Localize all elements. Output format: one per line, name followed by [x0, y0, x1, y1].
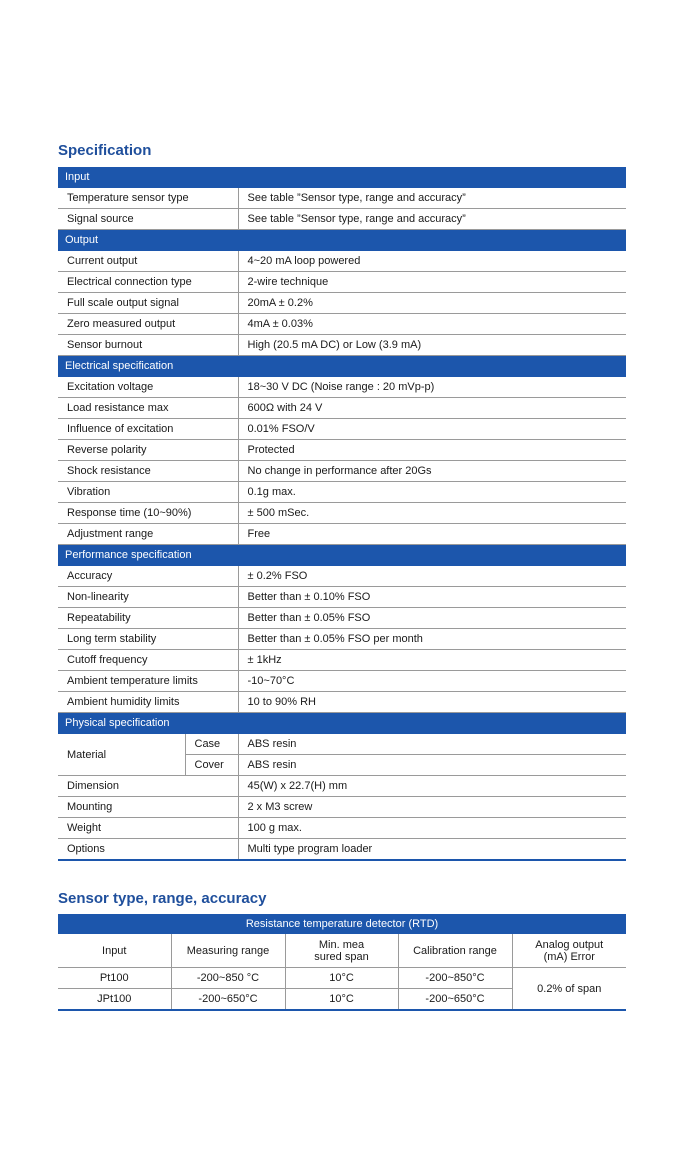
material-sub-label: Case [185, 734, 238, 755]
table-row [58, 692, 626, 713]
row-label: Dimension [58, 776, 238, 797]
row-value: 100 g max. [238, 818, 626, 839]
table-row [58, 503, 626, 524]
row-label: Influence of excitation [58, 419, 238, 440]
table-row [58, 377, 626, 398]
table-row [58, 566, 626, 587]
table-row [58, 209, 626, 230]
section-header-performance [58, 545, 626, 566]
cell-measuring-range: -200~850 °C [171, 968, 285, 989]
row-label: Signal source [58, 209, 238, 230]
row-value: 10 to 90% RH [238, 692, 626, 713]
row-label: Current output [58, 251, 238, 272]
column-header: Input [58, 934, 171, 968]
row-value: 20mA ± 0.2% [238, 293, 626, 314]
column-header: Measuring range [171, 934, 285, 968]
row-value: ABS resin [238, 755, 626, 776]
table-row [58, 440, 626, 461]
table-row [58, 968, 626, 989]
row-label: Options [58, 839, 238, 861]
row-value: 2 x M3 screw [238, 797, 626, 818]
specification-title: Specification [58, 142, 152, 159]
row-label: Mounting [58, 797, 238, 818]
section-label: Electrical specification [58, 356, 626, 377]
row-label: Adjustment range [58, 524, 238, 545]
cell-min-span: 10°C [285, 989, 398, 1011]
row-label: Response time (10~90%) [58, 503, 238, 524]
sensor-table-title: Sensor type, range, accuracy [58, 890, 267, 907]
column-header: Analog output (mA) Error [512, 934, 626, 968]
row-value: 600Ω with 24 V [238, 398, 626, 419]
column-header: Calibration range [398, 934, 512, 968]
table-row [58, 482, 626, 503]
row-value: 2-wire technique [238, 272, 626, 293]
row-value: See table ”Sensor type, range and accuracy” [238, 209, 626, 230]
row-label: Full scale output signal [58, 293, 238, 314]
cell-calibration-range: -200~850°C [398, 968, 512, 989]
cell-input: Pt100 [58, 968, 171, 989]
table-row [58, 272, 626, 293]
row-label: Non-linearity [58, 587, 238, 608]
table-row [58, 587, 626, 608]
table-row [58, 524, 626, 545]
material-sub-label: Cover [185, 755, 238, 776]
cell-calibration-range: -200~650°C [398, 989, 512, 1011]
section-label: Performance specification [58, 545, 626, 566]
row-label: Accuracy [58, 566, 238, 587]
table-row [58, 251, 626, 272]
section-header-electrical [58, 356, 626, 377]
table-row [58, 419, 626, 440]
section-label: Physical specification [58, 713, 626, 734]
table-row [58, 839, 626, 861]
row-value: Better than ± 0.10% FSO [238, 587, 626, 608]
row-label: Repeatability [58, 608, 238, 629]
table-row [58, 776, 626, 797]
table-row [58, 818, 626, 839]
row-label: Vibration [58, 482, 238, 503]
row-label: Zero measured output [58, 314, 238, 335]
row-value: Protected [238, 440, 626, 461]
rtd-header-row [58, 914, 626, 934]
row-value: 45(W) x 22.7(H) mm [238, 776, 626, 797]
table-row [58, 314, 626, 335]
table-row [58, 461, 626, 482]
row-value: Better than ± 0.05% FSO per month [238, 629, 626, 650]
row-value: 4~20 mA loop powered [238, 251, 626, 272]
table-row [58, 335, 626, 356]
row-label: Temperature sensor type [58, 188, 238, 209]
rtd-table [58, 914, 626, 1011]
row-label: Ambient temperature limits [58, 671, 238, 692]
section-header-output [58, 230, 626, 251]
row-value: Multi type program loader [238, 839, 626, 861]
row-value: ± 0.2% FSO [238, 566, 626, 587]
table-row [58, 671, 626, 692]
table-row [58, 608, 626, 629]
table-row [58, 650, 626, 671]
rtd-header: Resistance temperature detector (RTD) [58, 914, 626, 934]
row-label: Sensor burnout [58, 335, 238, 356]
row-value: 0.01% FSO/V [238, 419, 626, 440]
row-value: ± 1kHz [238, 650, 626, 671]
table-row [58, 629, 626, 650]
row-value: ± 500 mSec. [238, 503, 626, 524]
column-header-row [58, 934, 626, 968]
cell-input: JPt100 [58, 989, 171, 1011]
row-label: Load resistance max [58, 398, 238, 419]
cell-error: 0.2% of span [512, 968, 626, 1011]
row-value: High (20.5 mA DC) or Low (3.9 mA) [238, 335, 626, 356]
row-value: 0.1g max. [238, 482, 626, 503]
row-label: Excitation voltage [58, 377, 238, 398]
section-header-input [58, 167, 626, 188]
row-value: Free [238, 524, 626, 545]
table-row [58, 398, 626, 419]
row-label: Long term stability [58, 629, 238, 650]
row-value: Better than ± 0.05% FSO [238, 608, 626, 629]
table-row [58, 797, 626, 818]
row-value: -10~70°C [238, 671, 626, 692]
row-value: ABS resin [238, 734, 626, 755]
row-label: Reverse polarity [58, 440, 238, 461]
row-value: 18~30 V DC (Noise range : 20 mVp-p) [238, 377, 626, 398]
row-label: Shock resistance [58, 461, 238, 482]
table-row [58, 188, 626, 209]
row-label: Ambient humidity limits [58, 692, 238, 713]
row-value: 4mA ± 0.03% [238, 314, 626, 335]
table-row [58, 293, 626, 314]
cell-min-span: 10°C [285, 968, 398, 989]
cell-measuring-range: -200~650°C [171, 989, 285, 1011]
section-label: Input [58, 167, 626, 188]
row-value: No change in performance after 20Gs [238, 461, 626, 482]
row-label: Cutoff frequency [58, 650, 238, 671]
row-value: See table ”Sensor type, range and accuracy” [238, 188, 626, 209]
row-label: Weight [58, 818, 238, 839]
section-label: Output [58, 230, 626, 251]
column-header: Min. mea sured span [285, 934, 398, 968]
row-label: Electrical connection type [58, 272, 238, 293]
section-header-physical [58, 713, 626, 734]
material-label: Material [58, 734, 185, 776]
specification-table [58, 167, 626, 861]
table-row [58, 734, 626, 755]
